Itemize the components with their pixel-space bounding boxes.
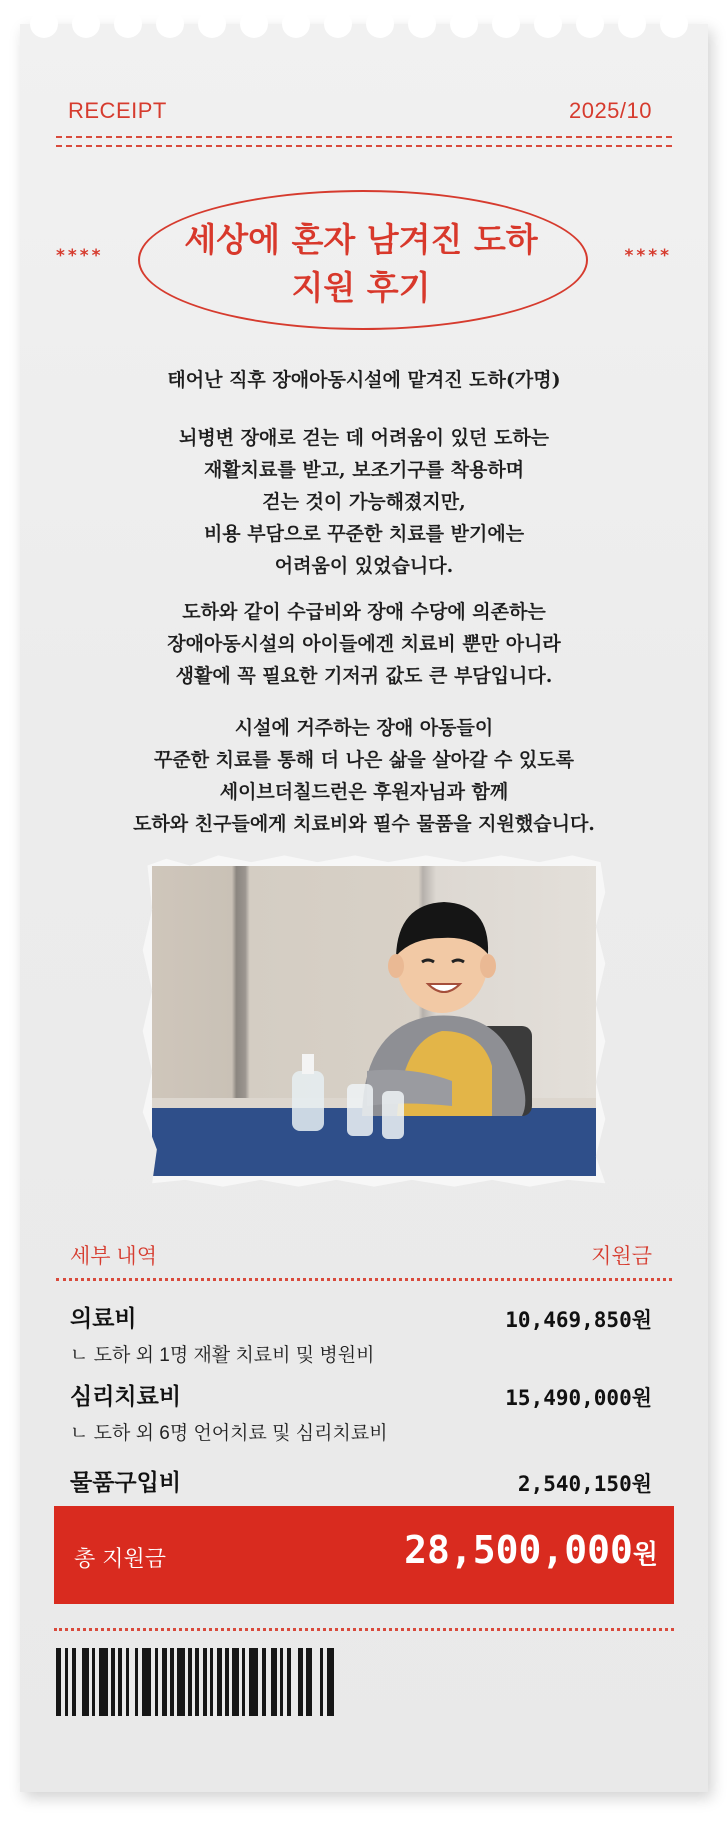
photo-scene [152, 866, 596, 1176]
story-paragraph-3: 시설에 거주하는 장애 아동들이 꾸준한 치료를 통해 더 나은 삶을 살아갈 수 있도록 세이브더칠드런은 후원자님과 함께 도하와 친구들에게 치료비와 필수 물품을 지원했습니다. [133, 717, 595, 835]
barcode-gap [312, 1648, 320, 1716]
total-box [54, 1506, 674, 1604]
details-header-amount: 지원금 [591, 1245, 652, 1268]
child-photo [138, 852, 610, 1190]
details-divider [56, 1278, 672, 1281]
scallop-hole [324, 10, 352, 38]
child-illustration [152, 866, 596, 1176]
barcode-bar [249, 1648, 258, 1716]
page-title [138, 216, 584, 312]
story-paragraph-2: 도하와 같이 수급비와 장애 수당에 의존하는 장애아동시설의 아이들에겐 치료비 뿐만 아니라 생활에 꼭 필요한 기저귀 값도 큰 부담입니다. [167, 601, 561, 687]
total-amount: 28,500,000 [404, 1528, 633, 1572]
scallop-hole [72, 10, 100, 38]
barcode-bar [177, 1648, 185, 1716]
receipt-paper [20, 24, 708, 1792]
item-name: 물품구입비 [70, 1469, 182, 1496]
scallop-hole [198, 10, 226, 38]
story-intro: 태어난 직후 장애아동시설에 맡겨진 도하(가명) [167, 369, 561, 391]
header-divider [56, 136, 672, 138]
item-name: 심리치료비 [70, 1383, 182, 1410]
scallop-hole [408, 10, 436, 38]
total-label: 총 지원금 [74, 1547, 167, 1572]
item-description: ㄴ 도하 외 1명 재활 치료비 및 병원비 [70, 1345, 375, 1366]
total-unit: 원 [632, 1540, 658, 1570]
title-line-1: 세상에 혼자 남겨진 도하 [184, 220, 538, 259]
scallop-hole [366, 10, 394, 38]
item-amount: 2,540,150원 [517, 1472, 652, 1496]
story-paragraph-1: 뇌병변 장애로 걷는 데 어려움이 있던 도하는 재활치료를 받고, 보조기구를 착용하며 걷는 것이 가능해졌지만, 비용 부담으로 꾸준한 치료를 받기에는 어려움이 있었습니다. [178, 427, 550, 577]
scallop-hole [576, 10, 604, 38]
stars-right: **** [624, 246, 672, 266]
scallop-hole [534, 10, 562, 38]
scallop-hole [30, 10, 58, 38]
item-description: ㄴ 도하 외 6명 언어치료 및 심리치료비 [70, 1423, 388, 1444]
barcode-bar [82, 1648, 89, 1716]
header-divider [56, 145, 672, 147]
scallop-hole [240, 10, 268, 38]
barcode-gap [334, 1648, 337, 1716]
barcode-bar [142, 1648, 151, 1716]
scallop-hole [156, 10, 184, 38]
barcode-divider [54, 1628, 674, 1631]
scallop-hole [450, 10, 478, 38]
scallop-hole [618, 10, 646, 38]
scallop-hole [114, 10, 142, 38]
barcode-gap [291, 1648, 298, 1716]
item-name: 의료비 [70, 1305, 137, 1332]
scallop-hole [282, 10, 310, 38]
details-header-label: 세부 내역 [70, 1245, 157, 1268]
barcode [56, 1648, 664, 1716]
barcode-bar [232, 1648, 239, 1716]
scallop-hole [492, 10, 520, 38]
total-value [404, 1528, 658, 1572]
scallop-hole [660, 10, 688, 38]
title-line-2: 지원 후기 [291, 268, 431, 307]
item-amount: 15,490,000원 [505, 1386, 652, 1410]
barcode-bar [99, 1648, 108, 1716]
barcode-bar [327, 1648, 334, 1716]
stars-left: **** [56, 246, 104, 266]
item-amount: 10,469,850원 [505, 1308, 652, 1332]
receipt-date: 2025/10 [568, 98, 652, 123]
receipt-label: RECEIPT [68, 98, 167, 123]
